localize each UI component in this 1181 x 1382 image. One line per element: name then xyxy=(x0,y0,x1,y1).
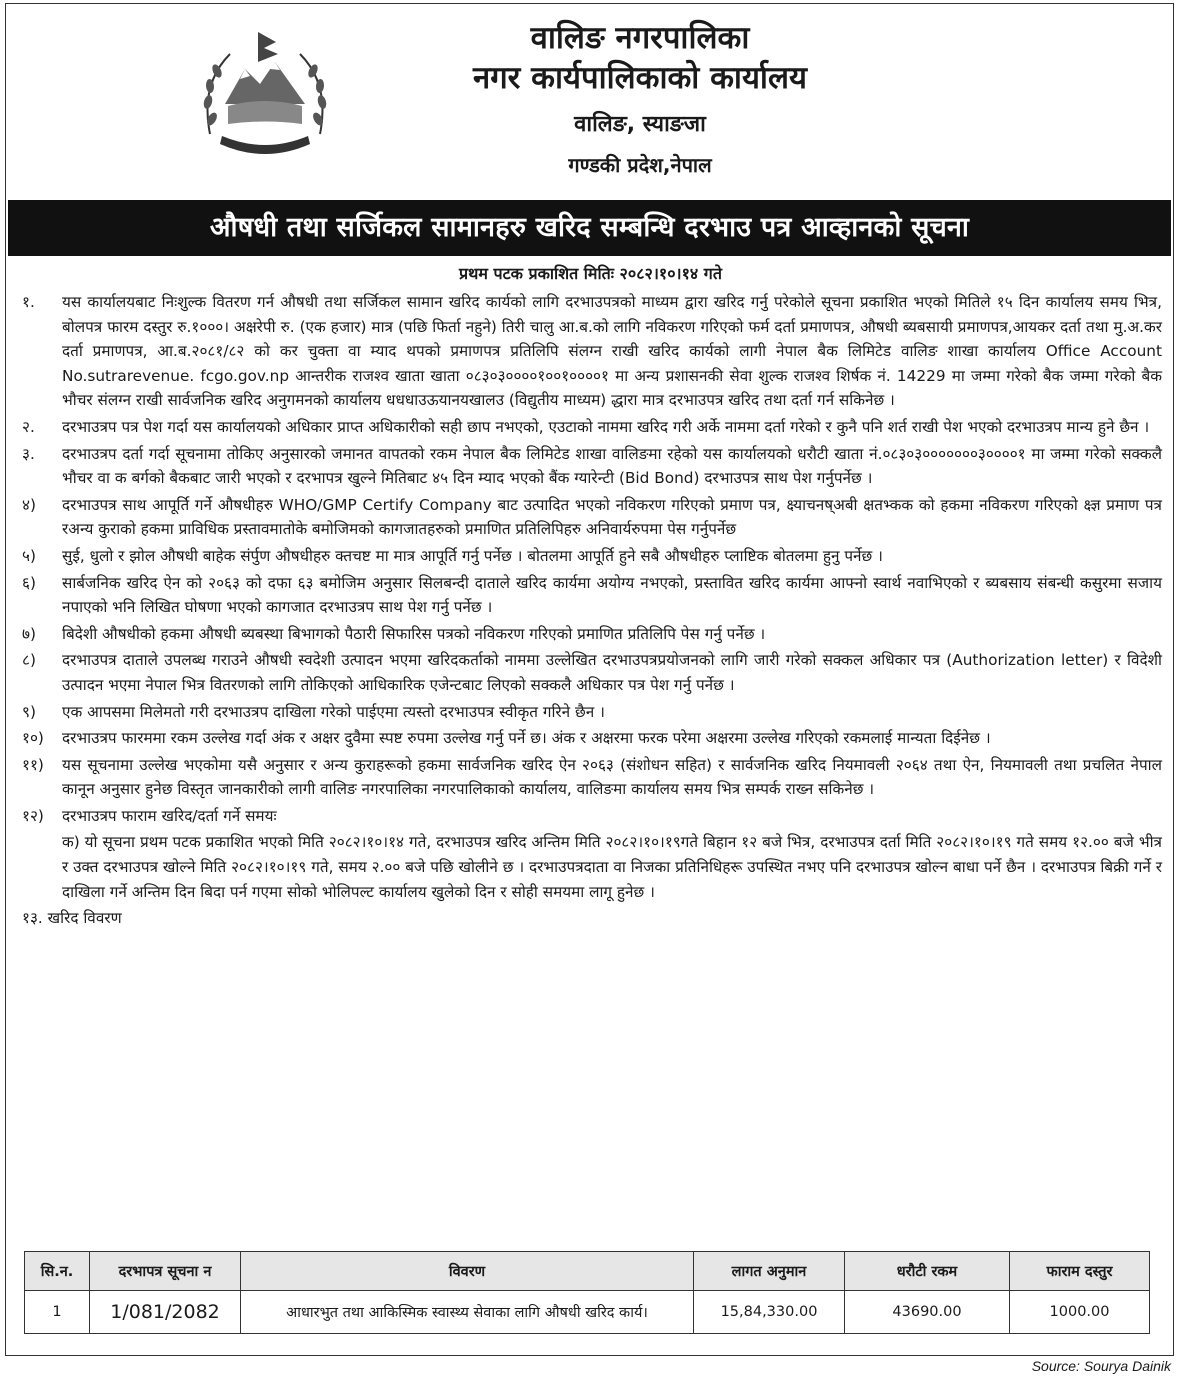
notice-item-1 xyxy=(22,290,1162,413)
notice-item-9 xyxy=(22,700,1162,725)
procurement-table xyxy=(24,1251,1150,1334)
office-name: नगर कार्यपालिकाको कार्यालय xyxy=(473,60,807,96)
item-number: ९) xyxy=(22,702,36,721)
notice-title: औषधी तथा सर्जिकल सामानहरु खरिद सम्बन्धि दरभाउ पत्र आव्हानको सूचना xyxy=(8,200,1171,256)
notice-item-10 xyxy=(22,726,1162,751)
item-text: यस सूचनामा उल्लेख भएकोमा यसै अनुसार र अन्य कुराहरूको हकमा सार्वजनिक खरिद ऐन २०६३ (संशोधन सहित) र सार्वजनिक खरिद नियमावली २०६४ तथा ऐन, नियमावली तथा प्रचलित नेपाल कानून अनुसार हुनेछ विस्तृत जानकारीको लागी वालिङ नगरपालिका नगरपालिकाको कार्यालय, वालिङमा कार्यालय समय भित्र सम्पर्क राख्न सकिनेछ । xyxy=(62,755,1162,799)
table-header-row xyxy=(25,1252,1150,1291)
item-text: दरभाउत्रप पत्र पेश गर्दा यस कार्यालयको अधिकार प्राप्त अधिकारीको सही छाप नभएको, एउटाको नाममा खरिद गरी अर्के नाममा दर्ता गरेको र कुनै पनि शर्त राखी पेश भएको दरभाउत्रप मान्य हुने छैन । xyxy=(62,417,1150,436)
item-number: १. xyxy=(22,293,35,311)
item-text: एक आपसमा मिलेमतो गरी दरभाउत्रप दाखिला गरेको पाईएमा त्यस्तो दरभाउपत्र स्वीकृत गरिने छैन । xyxy=(62,702,605,721)
item-text: सुई, धुलो र झोल औषधी बाहेक संर्पुण औषधीहरु क्तचष्ट मा मात्र आपूर्ति गर्नु पर्नेछ । बोतलमा आपूर्ति हुने सबै औषधीहरु प्लाष्टिक बोतलमा हुनु पर्नेछ । xyxy=(62,546,883,565)
cell-serial: 1 xyxy=(25,1291,90,1334)
item-text: दरभाउत्रप फारममा रकम उल्लेख गर्दा अंक र अक्षर दुवैमा स्पष्ट रुपमा उल्लेख गर्नु पर्ने छ। अंक र अक्षरमा फरक परेमा अक्षरमा उल्लेख गरिएको रकमलाई मान्यता दिईनेछ । xyxy=(62,729,991,748)
notice-item-5 xyxy=(22,544,1162,569)
published-date: प्रथम पटक प्रकाशित मितिः २०८२।१०।१४ गते xyxy=(459,264,722,283)
item-text: दरभाउपत्र दाताले उपलब्ध गराउने औषधी स्वदेशी उत्पादन भएमा खरिदकर्ताको नाममा उल्लेखित दरभाउपत्रप्रयोजनको लागि जारी गरेको सक्कल अधिकार पत्र (Authorization letter) र विदेशी उत्पादन भएमा नेपाल भित्र वितरणको लागि तोकिएको आधिकारिक एजेन्टबाट लिएको सक्कलै अधिकार पत्र पेश गर्नु पर्नेछ । xyxy=(62,651,1162,694)
notice-item-12-subpoint: क) यो सूचना प्रथम पटक प्रकाशित भएको मिति २०८२।१०।१४ गते, दरभाउपत्र खरिद अन्तिम मिति २०८२।१०।१९गते बिहान १२ बजे भित्र, दरभाउपत्र दर्ता मिति २०८२।१०।१९ गते समय १२.०० बजे भीत्र र उक्त दरभाउपत्र खोल्ने मिति २०८२।१०।१९ गते, समय २.०० बजे पछि खोलीने छ । दरभाउपत्रदाता वा निजका प्रतिनिधिहरू उपस्थित नभए पनि दरभाउपत्र खोल्न बाधा पर्ने छैन । दरभाउपत्र बिक्री गर्ने र दाखिला गर्ने अन्तिम दिन बिदा पर्न गएमा सोको भोलिपल्ट कार्यालय खुलेको दिन र सोही समयमा लागू हुनेछ । xyxy=(62,833,1162,901)
province-country: गण्डकी प्रदेश,नेपाल xyxy=(568,153,712,177)
col-serial: सि.न. xyxy=(25,1252,90,1291)
table-row xyxy=(25,1291,1150,1334)
item-number: ७) xyxy=(22,624,36,643)
cell-cost-estimate: 15,84,330.00 xyxy=(694,1291,845,1334)
col-bid-security: धरौटी रकम xyxy=(845,1252,1010,1291)
item-number: १२) xyxy=(22,806,44,825)
item-number: ८) xyxy=(22,651,36,670)
item-text: यस कार्यालयबाट निःशुल्क वितरण गर्न औषधी तथा सर्जिकल सामान खरिद कार्यको लागि दरभाउपत्रको माध्यम द्वारा खरिद गर्नु परेकोले सूचना प्रकाशित भएको मितिले १५ दिन कार्यालय समय भित्र, बोलपत्र फारम दस्तुर रु.१०००। अक्षरेपी रु. (एक हजार) मात्र (पछि फिर्ता नहुने) तिरी चालु आ.ब.को लागि नविकरण गरिएको फर्म दर्ता प्रमाणपत्र, औषधी ब्यबसायी प्रमाणपत्र,आयकर दर्ता तथा मु.अ.कर दर्ता प्रमाणपत्र, आ.ब.२०८१/८२ को कर चुक्ता वा म्याद थपको प्रमाणपत्र प्रतिलिपि संलग्न राखी खरिद कार्यको लागी नेपाल बैक लिमिटेड वालिङ शाखा कार्यालय Office Account No.sutrarevenue. fcgo.gov.np आन्तरीक राजश्व खाता खाता ०८३०३००००१००१००००१ मा अन्य प्रशासनकी सेवा शुल्क राजश्व शिर्षक नं. 14229 मा जम्मा गरेको बैक जम्मा गरेको बैक भौचर संलग्न राखी सार्वजनिक खरिद अनुगमनको कार्यालय धधधाउऊयानयखालउ (विद्युतीय माध्यम) द्धारा मात्र दरभाउपत्र खरिद तथा दर्ता गर्न सकिनेछ । xyxy=(62,293,1162,410)
notice-item-11 xyxy=(22,753,1162,802)
notice-item-4 xyxy=(22,493,1162,542)
municipality-name: वालिङ नगरपालिका xyxy=(530,20,750,56)
item-number: ५) xyxy=(22,546,36,565)
notice-item-6 xyxy=(22,571,1162,620)
notice-item-3 xyxy=(22,442,1162,491)
cell-form-fee: 1000.00 xyxy=(1010,1291,1150,1334)
item-number: १०) xyxy=(22,729,44,748)
col-form-fee: फाराम दस्तुर xyxy=(1010,1252,1150,1291)
item-text: सार्बजनिक खरिद ऐन को २०६३ को दफा ६३ बमोजिम अनुसार सिलबन्दी दाताले खरिद कार्यमा अयोग्य नभएको, प्रस्तावित खरिद कार्यमा आफ्नो स्वार्थ नवाभिएको र ब्यबसाय संबन्धी कसुरमा सजाय नपाएको भनि लिखित घोषणा भएको कागजात दरभाउत्रप साथ पेश गर्नु पर्नेछ । xyxy=(62,573,1162,617)
source-credit: Source: Sourya Dainik xyxy=(1031,1358,1171,1374)
cell-notice-number: 1/081/2082 xyxy=(90,1291,241,1334)
item-number: ३. xyxy=(22,444,35,463)
col-cost-estimate: लागत अनुमान xyxy=(694,1252,845,1291)
cell-description: आधारभुत तथा आकिस्मिक स्वास्थ्य सेवाका लागि औषधी खरिद कार्य। xyxy=(241,1291,694,1334)
procurement-details-label: १३. खरिद विवरण xyxy=(22,909,122,928)
item-text: दरभाउपत्र साथ आपूर्ति गर्ने औषधीहरु WHO/GMP Certify Company बाट उत्पादित भएको नविकरण गरिएको प्रमाण पत्र, क्ष्याचनष्अबी क्षतभ्कक को हकमा नविकरण गरिएको क्ष्ज्ञ प्रमाण पत्र रअन्य कुराको हकमा प्राविधिक प्रस्तावमातोके बमोजिमको कागजातहरुको प्रमाणित प्रतिलिपिहरु अनिवार्यरुपमा पेस गर्नुपर्नेछ xyxy=(62,495,1162,539)
item-number: ६) xyxy=(22,573,36,592)
cell-bid-security: 43690.00 xyxy=(845,1291,1010,1334)
notice-item-7 xyxy=(22,622,1162,647)
notice-body xyxy=(22,290,1162,931)
notice-item-12 xyxy=(22,804,1162,829)
notice-item-8 xyxy=(22,648,1162,697)
item-text: दरभाउत्रप दर्ता गर्दा सूचनामा तोकिए अनुसारको जमानत वापतको रकम नेपाल बैक लिमिटेड शाखा वालिङमा रहेको यस कार्यालयको धरौटी खाता नं.०८३०३०००००००३००००१ मा जम्मा गरेको सक्कलै भौचर वा क बर्गको बैकबाट जारी भएको र दरभापत्र खुल्ने मितिबाट ४५ दिन म्याद भएको बैंक ग्यारेन्टी (Bid Bond) दरभाउपत्र साथ पेश गर्नुपर्नेछ । xyxy=(62,444,1162,488)
item-number: ११) xyxy=(22,755,44,774)
col-notice-number: दरभापत्र सूचना न xyxy=(90,1252,241,1291)
col-description: विवरण xyxy=(241,1252,694,1291)
item-text: बिदेशी औषधीको हकमा औषधी ब्यबस्था बिभागको पैठारी सिफारिस पत्रको नविकरण गरिएको प्रमाणित प्रतिलिपि पेस गर्नु पर्नेछ । xyxy=(62,624,766,643)
item-text: दरभाउत्रप फाराम खरिद/दर्ता गर्ने समयः xyxy=(62,806,277,825)
notice-item-2 xyxy=(22,415,1162,440)
item-number: २. xyxy=(22,417,35,436)
item-number: ४) xyxy=(22,495,36,514)
office-header xyxy=(300,16,980,180)
office-location: वालिङ, स्याङजा xyxy=(574,112,706,137)
